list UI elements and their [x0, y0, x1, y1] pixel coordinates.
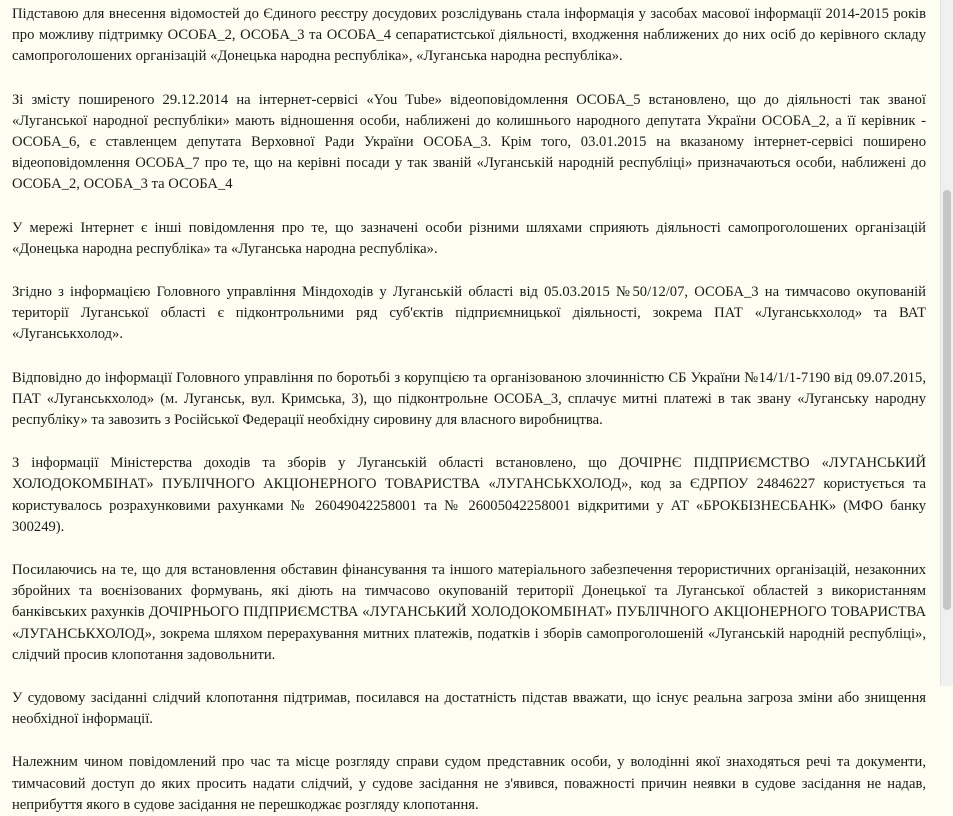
scrollbar-thumb[interactable]	[943, 190, 951, 610]
paragraph-basis: Підставою для внесення відомостей до Єдиного реєстру досудових розслідувань стала інформація у засобах масової інформації 2014-2015 років про можливу підтримку ОСОБА_2, ОСОБА_3 та ОСОБА_4 сепаратистської діяльності, входження наближених до них осіб до керівного складу самопроголошених організацій «Донецька народна республіка», «Луганська народна республіка».	[12, 6, 926, 65]
paragraph-bank-accounts: З інформації Міністерства доходів та зборів у Луганській області встановлено, що ДОЧІРНЄ ПІДПРИЄМСТВО «ЛУГАНСЬКИЙ ХОЛОДОКОМБІНАТ» ПУБЛІЧНОГО АКЦІОНЕРНОГО ТОВАРИСТВА «ЛУГАНСЬКХОЛОД», код за ЄДРПОУ 24846227 користується та користувалось розрахунковими рахунками № 26049042258001 та № 26005042258001 відкритими у АТ «БРОКБІЗНЕСБАНК» (МФО банку 300249).	[12, 455, 926, 535]
vertical-scrollbar[interactable]	[940, 0, 953, 686]
paragraph-tax-office-info: Згідно з інформацією Головного управління Міндоходів у Луганській області від 05.03.2015 №50/12/07, ОСОБА_3 на тимчасово окупованій території Луганської області є підконтрольними ряд суб'єктів підприємницької діяльності, зокрема ПАТ «Луганськхолод» та ВАТ «Луганськхолод».	[12, 284, 926, 343]
paragraph-motion-request: Посилаючись на те, що для встановлення обставин фінансування та іншого матеріального забезпечення терористичних організацій, незаконних збройних та воєнізованих формувань, які діють на тимчасово окупованій території Донецької та Луганської областей з використанням банківських рахунків ДОЧІРНЬОГО ПІДПРИЄМСТВА «ЛУГАНСЬКИЙ ХОЛОДОКОМБІНАТ» ПУБЛІЧНОГО АКЦІОНЕРНОГО ТОВАРИСТВА «ЛУГАНСЬКХОЛОД», зокрема шляхом перерахування митних платежів, податків і зборів самопроголошеній «Луганській народній республіці», слідчий просив клопотання задовольнити.	[12, 562, 926, 663]
paragraph-notice: Належним чином повідомлений про час та місце розгляду справи судом представник особи, у володінні якої знаходяться речі та документи, тимчасовий доступ до яких просить надати слідчий, у судове засідання не з'явився, поважності причин неявки в судове засідання не надав, неприбуття якого в судове засідання не перешкоджає розгляду клопотання.	[12, 754, 926, 813]
paragraph-internet-reports: У мережі Інтернет є інші повідомлення про те, що зазначені особи різними шляхами сприяють діяльності самопроголошених організацій «Донецька народна республіка» та «Луганська народна республіка».	[12, 219, 926, 257]
paragraph-hearing: У судовому засіданні слідчий клопотання підтримав, посилався на достатність підстав вважати, що існує реальна загроза зміни або знищення необхідної інформації.	[12, 690, 926, 728]
paragraph-sbu-info: Відповідно до інформації Головного управління по боротьбі з корупцією та організованою злочинністю СБ України №14/1/1-7190 від 09.07.2015, ПАТ «Луганськхолод» (м. Луганськ, вул. Кримська, 3), що підконтрольне ОСОБА_3, сплачує митні платежі в так звану «Луганську народну республіку» та завозить з Російської Федерації необхідну сировину для власного виробництва.	[12, 369, 926, 429]
paragraph-youtube-video: Зі змісту поширеного 29.12.2014 на інтернет-сервісі «You Tube» відеоповідомлення ОСОБА_5 встановлено, що до діяльності так званої «Луганської народної республіки» мають відношення особи, наближені до колишнього народного депутата України ОСОБА_2, а її керівник - ОСОБА_6, є ставленцем депутата Верховної Ради України ОСОБА_3. Крім того, 03.01.2015 на вказаному інтернет-сервісі поширено відеоповідомлення ОСОБА_7 про те, що на керівні посади у так званій «Луганській народній республіці» призначаються особи, наближені до ОСОБА_2, ОСОБА_3 та ОСОБА_4	[12, 91, 926, 193]
